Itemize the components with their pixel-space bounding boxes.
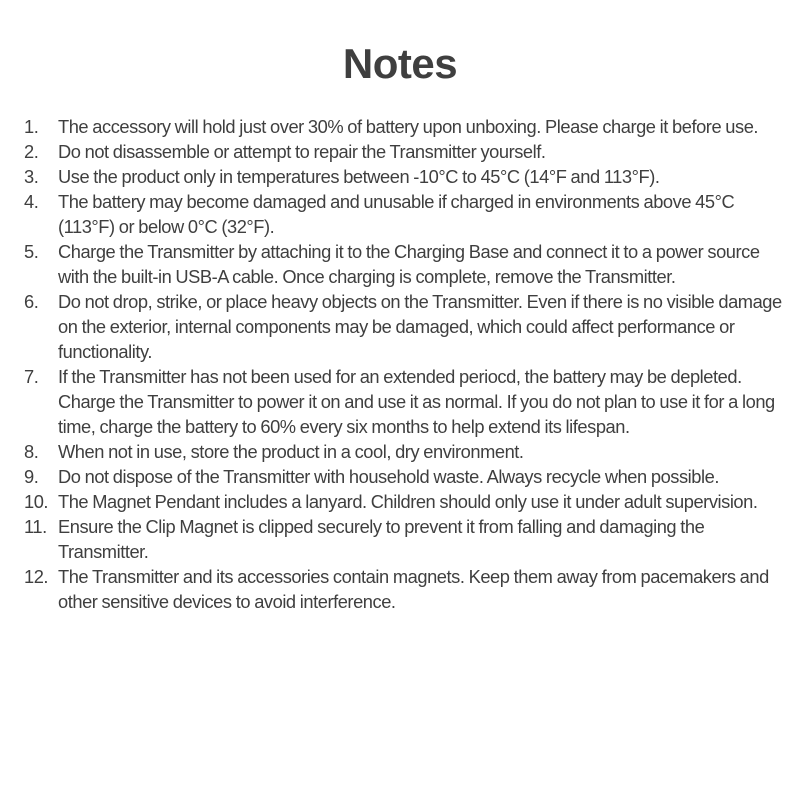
note-number: 6. [24, 291, 39, 312]
note-text: The accessory will hold just over 30% of battery upon unboxing. Please charge it before use. [58, 116, 759, 137]
note-number: 7. [24, 366, 39, 387]
note-number: 3. [24, 166, 39, 187]
note-item [24, 239, 784, 289]
note-number: 10. [24, 491, 49, 512]
note-item [24, 189, 784, 239]
note-number: 9. [24, 466, 39, 487]
note-item [24, 364, 784, 439]
note-text: Do not dispose of the Transmitter with household waste. Always recycle when possible. [58, 466, 719, 487]
note-number: 11. [24, 516, 47, 537]
note-text: The Magnet Pendant includes a lanyard. Children should only use it under adult supervision. [58, 491, 758, 512]
note-item [24, 464, 784, 489]
note-item [24, 139, 784, 164]
notes-list [24, 114, 784, 614]
page-title: Notes [342, 40, 458, 87]
note-text: Charge the Transmitter by attaching it to the Charging Base and connect it to a power source with the built-in USB-A cable. Once charging is complete, remove the Transmitter. [58, 241, 760, 287]
note-item [24, 114, 784, 139]
note-text: When not in use, store the product in a cool, dry environment. [58, 441, 524, 462]
note-text: The Transmitter and its accessories contain magnets. Keep them away from pacemakers and other sensitive devices to avoid interference. [58, 566, 769, 612]
note-item [24, 289, 784, 364]
note-text: If the Transmitter has not been used for an extended periocd, the battery may be depleted. Charge the Transmitter to power it on and use it as normal. If you do not plan to use it for a long time, charge the battery to 60% every six months to help extend its lifespan. [58, 366, 775, 437]
note-item [24, 439, 784, 464]
note-text: The battery may become damaged and unusable if charged in environments above 45°C (113°F) or below 0°C (32°F). [58, 191, 735, 237]
note-text: Use the product only in temperatures between -10°C to 45°C (14°F and 113°F). [58, 166, 660, 187]
note-number: 12. [24, 566, 49, 587]
note-item [24, 489, 784, 514]
note-text: Do not drop, strike, or place heavy objects on the Transmitter. Even if there is no visible damage on the exterior, internal components may be damaged, which could affect performance or functionality. [58, 291, 782, 362]
note-item [24, 514, 784, 564]
note-item [24, 564, 784, 614]
note-number: 2. [24, 141, 39, 162]
note-text: Do not disassemble or attempt to repair the Transmitter yourself. [58, 141, 546, 162]
note-number: 8. [24, 441, 39, 462]
note-number: 4. [24, 191, 39, 212]
note-text: Ensure the Clip Magnet is clipped securely to prevent it from falling and damaging the Transmitter. [58, 516, 705, 562]
note-number: 1. [24, 116, 39, 137]
note-item [24, 164, 784, 189]
note-number: 5. [24, 241, 39, 262]
